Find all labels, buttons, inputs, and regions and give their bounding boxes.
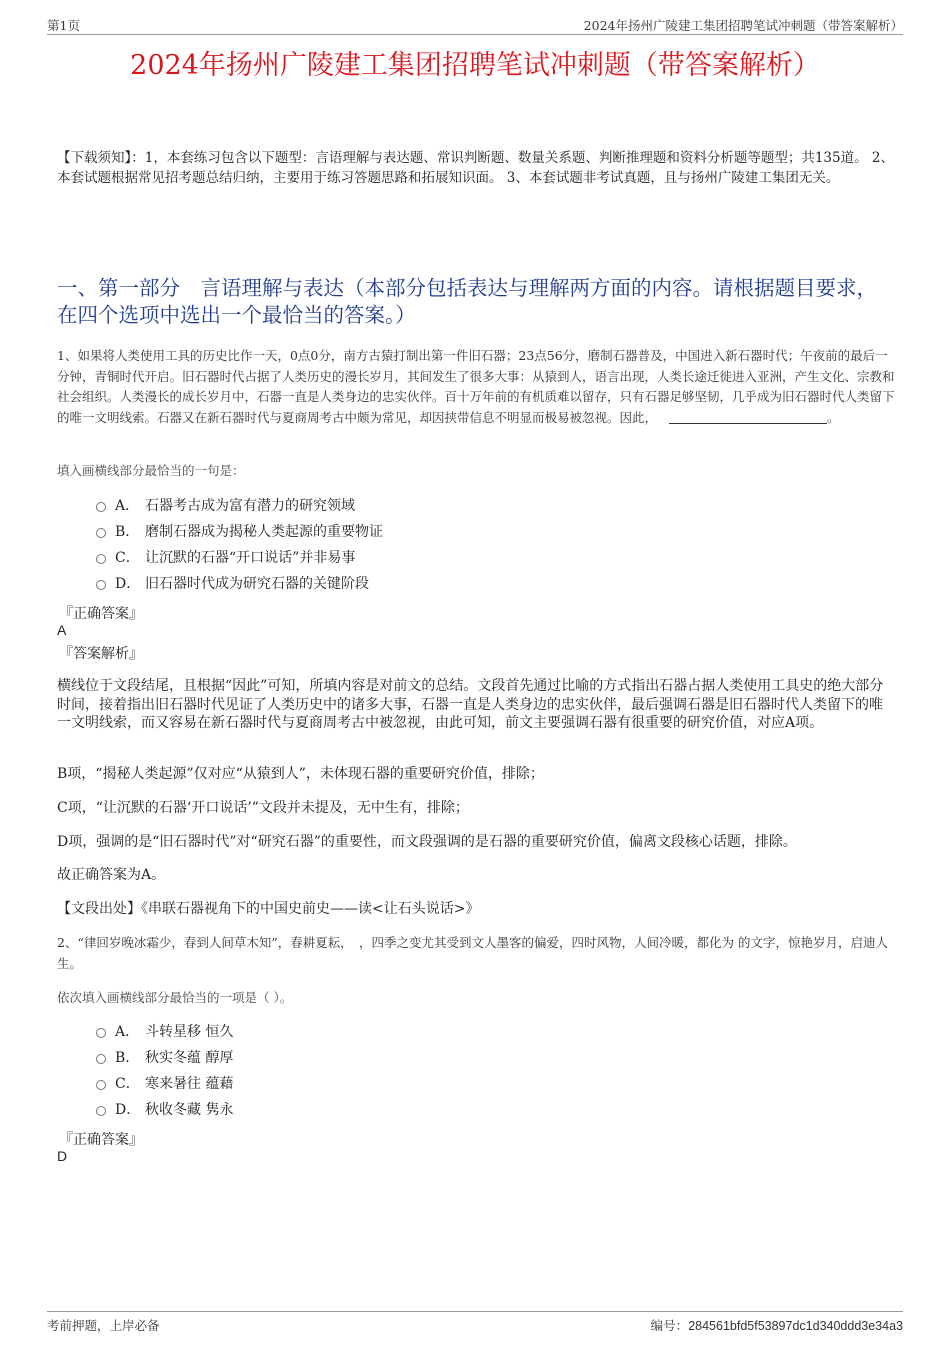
- radio-icon[interactable]: [96, 528, 106, 538]
- question-1-text: [57, 346, 897, 428]
- radio-icon[interactable]: [96, 1054, 106, 1064]
- page-footer: [47, 1311, 903, 1334]
- section-heading: 一、第一部分 言语理解与表达（本部分包括表达与理解两方面的内容。请根据题目要求，在四个选项中选出一个最恰当的答案。）: [57, 276, 877, 327]
- radio-icon[interactable]: [96, 1080, 106, 1090]
- analysis-label: 『答案解析』: [59, 646, 143, 662]
- question-1-prompt: 填入画横线部分最恰当的一句是：: [57, 463, 245, 478]
- radio-icon[interactable]: [96, 1028, 106, 1038]
- download-notice: 【下载须知】：1，本套练习包含以下题型：言语理解与表达题、常识判断题、数量关系题、判断推理题和资料分析题等题型；共135道。 2、本套试题根据常见招考题总结归纳，主要用于练习答题思路和拓展知识面。 3、本套试题非考试真题，且与扬州广陵建工集团无关。: [57, 150, 894, 186]
- analysis-paragraph: 故正确答案为A。: [57, 867, 166, 883]
- option-b[interactable]: B． 秋实冬蕴 醇厚: [96, 1044, 233, 1070]
- option-a[interactable]: A． 斗转星移 恒久: [96, 1018, 233, 1044]
- question-1-body: 1、如果将人类使用工具的历史比作一天，0点0分，南方古猿打制出第一件旧石器；23点56分，磨制石器普及，中国进入新石器时代；午夜前的最后一分钟，青铜时代开启。旧石器时代占据了人类历史的漫长岁月，其间发生了很多大事：从猿到人，语言出现，人类长途迁徙进入亚洲，产生文化、宗教和社会组织。人类漫长的成长岁月中，石器一直是人类身边的忠实伙伴。百十万年前的有机质难以留存，只有石器足够坚韧，几乎成为旧石器时代人类留下的唯一文明线索。石器又在新石器时代与夏商周考古中颇为常见，却因挟带信息不明显而极易被忽视。因此，: [57, 348, 895, 425]
- document-title: 2024年扬州广陵建工集团招聘笔试冲刺题（带答案解析）: [130, 50, 820, 81]
- correct-answer-label: 『正确答案』: [59, 606, 143, 622]
- option-d[interactable]: D． 秋收冬藏 隽永: [96, 1096, 233, 1122]
- question-1-end: 。: [827, 409, 840, 425]
- correct-answer: D: [57, 1148, 68, 1164]
- analysis-paragraph: 横线位于文段结尾，且根据“因此”可知，所填内容是对前文的总结。文段首先通过比喻的方式指出石器占据人类使用工具史的绝大部分时间，接着指出旧石器时代见证了人类历史中的诸多大事，石器一直是人类身边的忠实伙伴，最后强调石器是旧石器时代人类留下的唯一文明线索，而又容易在新石器时代与夏商周考古中被忽视，由此可知，前文主要强调石器有很重要的研究价值，对应A项。: [57, 678, 884, 731]
- radio-icon[interactable]: [96, 554, 106, 564]
- question-2-text: 2、“律回岁晚冰霜少，春到人间草木知”，春耕夏耘， ，四季之变尤其受到文人墨客的偏爱，四时风物，人间冷暖，都化为 的文字，惊艳岁月，启迪人生。: [57, 935, 888, 971]
- question-2-prompt: 依次填入画横线部分最恰当的一项是（ ）。: [57, 990, 293, 1005]
- analysis-paragraph: D项，强调的是“旧石器时代”对“研究石器”的重要性，而文段强调的是石器的重要研究价值，偏离文段核心话题，排除。: [57, 834, 797, 850]
- footer-code: 编号：284561bfd5f53897dc1d340ddd3e34a3: [650, 1318, 903, 1333]
- option-b[interactable]: B． 磨制石器成为揭秘人类起源的重要物证: [96, 518, 383, 544]
- radio-icon[interactable]: [96, 1106, 106, 1116]
- page-header: [47, 14, 903, 35]
- option-a[interactable]: A． 石器考古成为富有潜力的研究领域: [96, 492, 383, 518]
- question-2-options: [96, 1018, 233, 1122]
- radio-icon[interactable]: [96, 580, 106, 590]
- option-c[interactable]: C． 寒来暑往 蕴藉: [96, 1070, 233, 1096]
- question-1-options: [96, 492, 383, 596]
- radio-icon[interactable]: [96, 502, 106, 512]
- analysis-paragraph: B项，“揭秘人类起源”仅对应“从猿到人”，未体现石器的重要研究价值，排除；: [57, 766, 544, 782]
- page-number: 第1页: [47, 18, 80, 33]
- header-doc-title: 2024年扬州广陵建工集团招聘笔试冲刺题（带答案解析）: [583, 18, 903, 33]
- footer-slogan: 考前押题，上岸必备: [47, 1318, 160, 1333]
- analysis-paragraph: C项，“让沉默的石器‘开口说话’”文段并未提及，无中生有，排除；: [57, 800, 469, 816]
- option-d[interactable]: D． 旧石器时代成为研究石器的关键阶段: [96, 570, 383, 596]
- source-citation: 【文段出处】《串联石器视角下的中国史前史——读<让石头说话>》: [57, 901, 480, 917]
- correct-answer-label: 『正确答案』: [59, 1132, 143, 1148]
- correct-answer: A: [57, 622, 67, 638]
- option-c[interactable]: C． 让沉默的石器“开口说话”并非易事: [96, 544, 383, 570]
- answer-blank: [669, 411, 827, 424]
